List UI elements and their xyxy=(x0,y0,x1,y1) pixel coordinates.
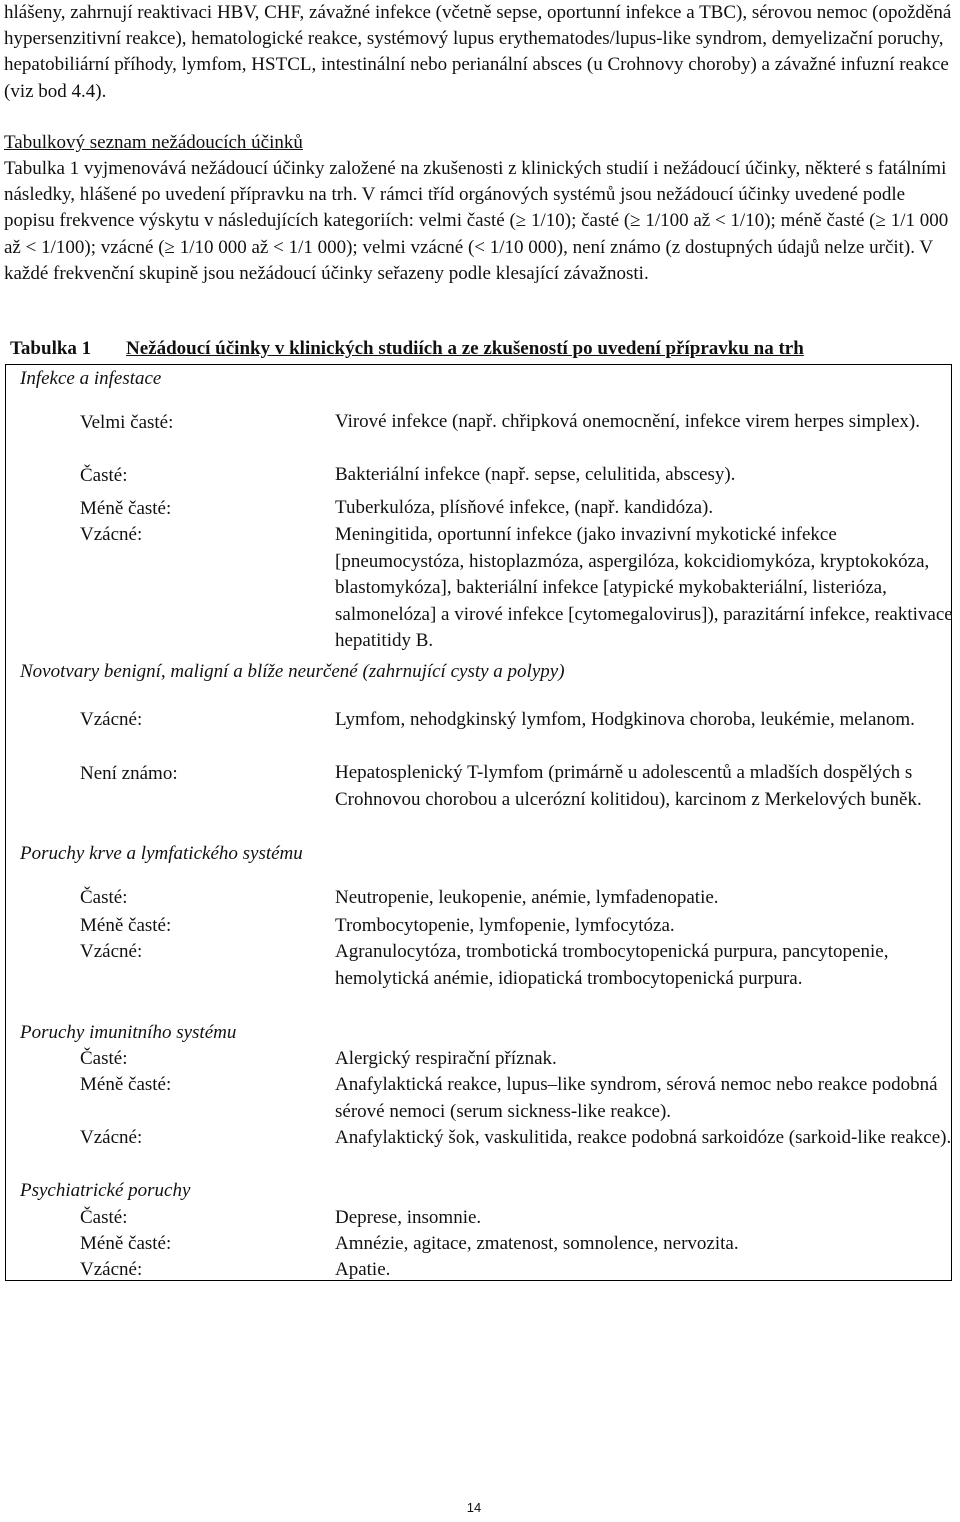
effects-text: Anafylaktická reakce, lupus–like syndrom, sérová nemoc nebo reakce podobná sérové nemoci (serum sickness-like reakce). xyxy=(335,1074,938,1122)
effects-text: Virové infekce (např. chřipková onemocnění, infekce virem herpes simplex). xyxy=(335,411,920,432)
section-title-immune-disorders: Poruchy imunitního systému xyxy=(20,1022,237,1043)
effects-text: Anafylaktický šok, vaskulitida, reakce podobná sarkoidóze (sarkoid-like reakce). xyxy=(335,1127,952,1148)
effects-text: Agranulocytóza, trombotická trombocytopenická purpura, pancytopenie, hemolytická anémie, idiopatická trombocytopenická purpura. xyxy=(335,941,889,989)
frequency-label: Časté: xyxy=(80,1048,128,1069)
frequency-label: Vzácné: xyxy=(80,941,143,962)
effects-text: Meningitida, oportunní infekce (jako invazivní mykotické infekce [pneumocystóza, histoplazmóza, aspergilóza, kokcidiomykóza, kryptokokóza, blastomykóza], bakteriální infekce [atypické mykobakteriální, listerióza, salmonelóza] a virové infekce [cytomegalovirus]), parazitární infekce, reaktivace hepatitidy B. xyxy=(335,524,953,651)
table-title: Nežádoucí účinky v klinických studiích a ze zkušeností po uvedení přípravku na trh xyxy=(126,338,804,359)
effects-text: Amnézie, agitace, zmatenost, somnolence, nervozita. xyxy=(335,1233,739,1254)
section-heading: Tabulkový seznam nežádoucích účinků xyxy=(4,132,303,153)
effects-text: Neutropenie, leukopenie, anémie, lymfadenopatie. xyxy=(335,887,719,908)
frequency-label: Vzácné: xyxy=(80,709,143,730)
frequency-label: Časté: xyxy=(80,1207,128,1228)
section-title-psychiatric-disorders: Psychiatrické poruchy xyxy=(20,1180,191,1201)
table-number: Tabulka 1 xyxy=(10,338,92,359)
section-title-infections: Infekce a infestace xyxy=(20,368,162,389)
frequency-label: Vzácné: xyxy=(80,1259,143,1280)
effects-text: Lymfom, nehodgkinský lymfom, Hodgkinova choroba, leukémie, melanom. xyxy=(335,709,915,730)
effects-text: Trombocytopenie, lymfopenie, lymfocytóza. xyxy=(335,915,675,936)
body-paragraph-top: hlášeny, zahrnují reaktivaci HBV, CHF, závažné infekce (včetně sepse, oportunní infekce a TBC), sérovou nemoc (opožděná hypersenzitivní reakce), hematologické reakce, systémový lupus erythematodes/lupus-like syndrom, demyelizační poruchy, hepatobiliární příhody, lymfom, HSTCL, intestinální nebo perianální absces (u Crohnovy choroby) a závažné infuzní reakce (viz bod 4.4). xyxy=(4,2,952,102)
intro-paragraph: Tabulka 1 vyjmenovává nežádoucí účinky založené na zkušenosti z klinických studií i nežádoucí účinky, některé s fatálními následky, hlášené po uvedení přípravku na trh. V rámci tříd orgánových systémů jsou nežádoucí účinky uvedené podle popisu frekvence výskytu v následujících kategoriích: velmi časté (≥ 1/10); časté (≥ 1/100 až < 1/10); méně časté (≥ 1/1 000 až < 1/100); vzácné (≥ 1/10 000 až < 1/1 000); velmi vzácné (< 1/10 000), není známo (z dostupných údajů nelze určit). V každé frekvenční skupině jsou nežádoucí účinky seřazeny podle klesající závažnosti. xyxy=(4,158,949,284)
frequency-label: Není známo: xyxy=(80,763,178,784)
frequency-label: Časté: xyxy=(80,887,128,908)
effects-text: Hepatosplenický T-lymfom (primárně u adolescentů a mladších dospělých s Crohnovou chorobou a ulcerózní kolitidou), karcinom z Merkelových buněk. xyxy=(335,762,922,810)
frequency-label: Méně časté: xyxy=(80,498,172,519)
section-title-blood-disorders: Poruchy krve a lymfatického systému xyxy=(20,843,303,864)
frequency-label: Velmi časté: xyxy=(80,412,174,433)
effects-text: Bakteriální infekce (např. sepse, celulitida, abscesy). xyxy=(335,464,736,485)
effects-text: Tuberkulóza, plísňové infekce, (např. kandidóza). xyxy=(335,497,714,518)
frequency-label: Časté: xyxy=(80,465,128,486)
frequency-label: Vzácné: xyxy=(80,524,143,545)
frequency-label: Vzácné: xyxy=(80,1127,143,1148)
effects-text: Apatie. xyxy=(335,1259,391,1280)
frequency-label: Méně časté: xyxy=(80,1233,172,1254)
table-caption xyxy=(10,338,804,360)
page-number: 14 xyxy=(466,1500,482,1515)
frequency-label: Méně časté: xyxy=(80,915,172,936)
effects-text: Alergický respirační příznak. xyxy=(335,1048,557,1069)
adverse-effects-table xyxy=(5,364,952,1281)
effects-text: Deprese, insomnie. xyxy=(335,1207,482,1228)
section-title-neoplasms: Novotvary benigní, maligní a blíže neurčené (zahrnující cysty a polypy) xyxy=(20,661,565,682)
frequency-label: Méně časté: xyxy=(80,1074,172,1095)
